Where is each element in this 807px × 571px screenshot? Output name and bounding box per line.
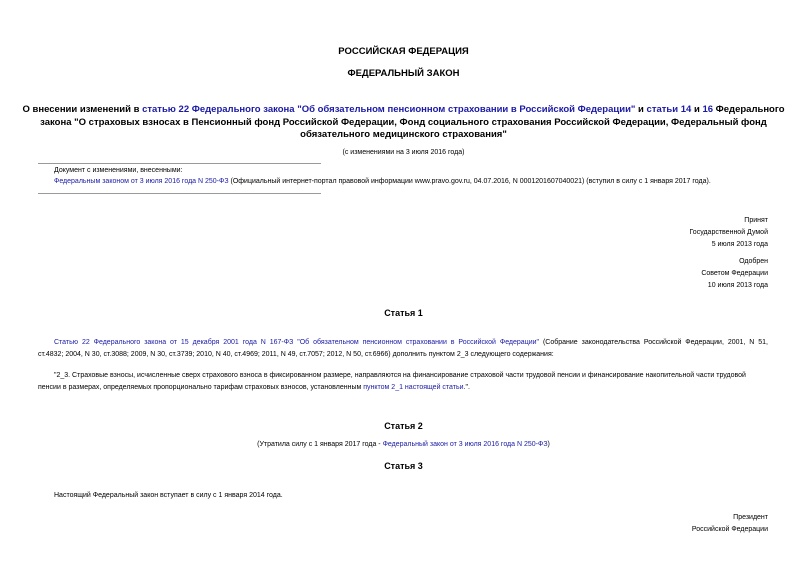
changes-link-250fz[interactable]: Федеральным законом от 3 июля 2016 года N 250-ФЗ	[54, 178, 229, 185]
article-1-text: (Собрание законодательства Российской Федерации, 2001, N 51,	[539, 339, 768, 346]
article-2-note	[0, 441, 807, 448]
title-text: и	[635, 104, 647, 115]
signature-title: Президент	[733, 514, 768, 521]
title-line-2: закона "О страховых взносах в Пенсионный фонд Российской Федерации, Фонд социального страхования Российской Федерации, Федеральный фонд	[40, 116, 767, 128]
title-link-article14[interactable]: статьи 14	[646, 104, 692, 115]
article-2-heading: Статья 2	[384, 421, 423, 431]
title-link-article16[interactable]: 16	[702, 104, 714, 115]
approved-line: Одобрен	[739, 258, 768, 265]
bottom-rule	[38, 193, 321, 194]
article-1-heading: Статья 1	[384, 308, 423, 318]
title-text: О внесении изменений в	[22, 104, 143, 115]
title-line-3: обязательного медицинского страхования"	[300, 129, 507, 140]
article-1-paragraph-1	[54, 337, 768, 349]
country-heading: РОССИЙСКАЯ ФЕДЕРАЦИЯ	[338, 46, 469, 57]
changes-line	[54, 178, 711, 185]
changes-rest: (Официальный интернет-портал правовой информации www.pravo.gov.ru, 04.07.2016, N 0001201607040021) (вступил в силу с 1 января 2017 года).	[228, 178, 711, 185]
article-1-link-law167[interactable]: Статью 22 Федерального закона от 15 декабря 2001 года N 167-ФЗ "Об обязательном пенсионном страховании в Российской Федерации"	[54, 339, 540, 346]
article-1-text: .".	[463, 384, 470, 391]
title-text: и	[691, 104, 703, 115]
adopted-line: 5 июля 2013 года	[711, 241, 768, 248]
title-link-article22[interactable]: статью 22 Федерального закона "Об обязательном пенсионном страховании в Российской Федерации"	[142, 104, 636, 115]
adopted-line: Принят	[744, 217, 768, 224]
adopted-block	[689, 215, 768, 251]
signature-country: Российской Федерации	[691, 526, 768, 533]
signature-block	[692, 512, 768, 536]
article-2-note-text: (Утратила силу с 1 января 2017 года -	[257, 441, 383, 448]
approved-block	[701, 256, 768, 292]
document-title	[0, 104, 807, 142]
article-3-heading: Статья 3	[384, 461, 423, 471]
article-2-link-250fz[interactable]: Федеральный закон от 3 июля 2016 года N 250-ФЗ	[382, 441, 548, 448]
article-1-link-point-2-1[interactable]: пунктом 2_1 настоящей статьи	[363, 384, 464, 391]
article-2-note-text: )	[547, 441, 550, 448]
article-1-paragraph-2-line-1: "2_3. Страховые взносы, исчисленные сверх страхового взноса в фиксированном размере, направляются на финансирование страховой части трудовой пенсии и финансирование накопительной части трудовой	[54, 372, 746, 379]
title-line-1	[0, 104, 807, 117]
approved-line: Советом Федерации	[701, 270, 768, 277]
approved-line: 10 июля 2013 года	[707, 282, 768, 289]
law-type-heading: ФЕДЕРАЛЬНЫЙ ЗАКОН	[347, 68, 460, 79]
adopted-line: Государственной Думой	[689, 229, 768, 236]
article-3-text: Настоящий Федеральный закон вступает в силу с 1 января 2014 года.	[54, 492, 283, 499]
article-1-text: пенсии в размерах, определяемых пропорционально тарифам страховых взносов, установленным	[38, 384, 364, 391]
article-1-paragraph-1-cont: ст.4832; 2004, N 30, ст.3088; 2009, N 30, ст.3739; 2010, N 40, ст.4969; 2011, N 49, ст.7057; 2012, N 50, ст.6966) дополнить пунктом 2_3 следующего содержания:	[38, 351, 554, 358]
top-rule	[38, 163, 321, 164]
article-1-paragraph-2-line-2	[38, 382, 470, 394]
changes-intro: Документ с изменениями, внесенными:	[54, 167, 183, 174]
revision-note: (с изменениями на 3 июля 2016 года)	[342, 149, 465, 156]
title-text: Федерального	[713, 104, 785, 115]
